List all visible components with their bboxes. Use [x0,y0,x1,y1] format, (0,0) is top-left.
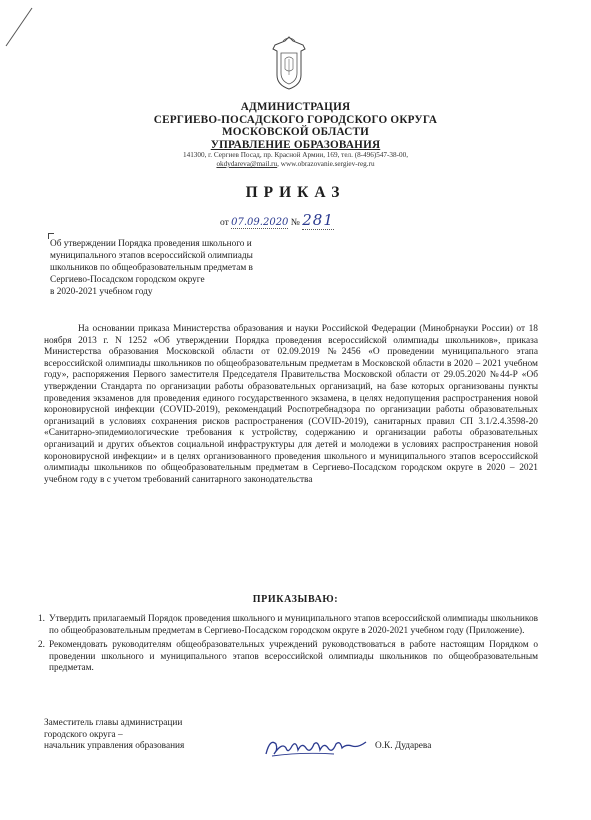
position-line-1: Заместитель главы администрации [44,718,183,728]
date-prefix: от [220,218,229,228]
number-field [302,211,334,230]
handwritten-signature [262,734,370,760]
order-heading: ПРИКАЗЫВАЮ: [252,594,339,605]
subject-line-3: школьников по общеобразовательным предметам в [50,263,253,273]
order-items-list [26,614,538,678]
signatory-position [44,718,184,753]
preamble-paragraph: На основании приказа Министерства образования и науки Российской Федерации (Минобрнауки России) от 18 ноября 2013 г. N 1252 «Об утверждении Порядка проведения всероссийской олимпиады школьников», приказа Министерства образования Московской области от 02.09.2019 №2456 «О проведении муниципального этапа всероссийской олимпиады школьников по общеобразовательным предметам в Московской области в 2020 – 2021 учебном году», распоряжения Первого заместителя Председателя Правительства Московской области от 29.05.2020 №44-Р «Об утверждении Стандарта по организации работы образовательных организаций, на базе которых организованы пункты проведения экзаменов для проведения единого государственного экзамена, в целях недопущения распространения новой короновирусной инфекции (COVID-2019), рекомендаций Роспотребнадзора по организации работы образовательных организаций в условиях сохранения рисков распространения (COVID-2019), санитарных правил СП 3.1/2.4.3598-20 «Санитарно-эпидемиологические требования к устройству, содержанию и организации работы образовательных организаций и других объектов социальной инфраструктуры для детей и молодежи в условиях распространения новой короновирусной инфекции» и в целях организованного проведения школьного и муниципального этапов всероссийской олимпиады школьников по общеобразовательным предметам в Сергиево-Посадском городском округе в 2020 – 2021 учебном году в с учетом требований санитарного законодательства [44,324,538,485]
subject-line-5: в 2020-2021 учебном году [50,287,153,297]
pen-mark [0,0,40,50]
document-title: ПРИКАЗ [245,184,346,201]
list-item [26,614,538,637]
handwritten-date: 07.09.2020 [231,217,289,228]
contact-info [0,151,591,169]
email-link[interactable]: okdydareva@mail.ru [216,160,278,168]
position-line-3: начальник управления образования [44,741,185,752]
date-field [231,217,288,229]
item-number: 2. [38,640,45,650]
item-text: Рекомендовать руководителям общеобразовательных учреждений руководствоваться в работе настоящим Порядком о проведении школьного и муниципального этапов всероссийской олимпиады школьников по общеобразовательным предметам. [49,640,538,673]
contacts-line [0,160,591,169]
date-number-row [220,211,334,230]
header-line-4: УПРАВЛЕНИЕ ОБРАЗОВАНИЯ [210,138,381,151]
number-prefix: № [290,218,300,228]
subject-line-2: муниципального этапов всероссийской олимпиады [50,251,253,261]
header-line-3: МОСКОВСКОЙ ОБЛАСТИ [221,126,370,139]
subject-block [50,238,320,298]
header-line-1: АДМИНИСТРАЦИЯ [240,101,351,113]
list-item [26,640,538,675]
address-line: 141300, г. Сергиев Посад, пр. Красной Армии, 169, тел. (8-496)547-38-00, [183,151,408,159]
subject-line-1: Об утверждении Порядка проведения школьного и [50,239,252,249]
item-number: 1. [38,614,45,624]
letterhead [0,101,591,151]
signatory-name: О.К. Дударева [375,741,432,751]
item-text: Утвердить прилагаемый Порядок проведения школьного и муниципального этапов всероссийской олимпиады школьников по общеобразовательным предметам в Сергиево-Посадском городском округе в 2020-2021 учебном году (Приложение). [49,614,538,636]
coat-of-arms-emblem [267,35,311,91]
handwritten-number: 281 [302,211,334,229]
website-text: , www.obrazovanie.sergiev-reg.ru [277,160,375,168]
position-line-2: городского округа – [44,729,123,740]
subject-line-4: Сергиево-Посадском городском округе [50,275,205,285]
header-line-2: СЕРГИЕВО-ПОСАДСКОГО ГОРОДСКОГО ОКРУГА [153,113,438,126]
